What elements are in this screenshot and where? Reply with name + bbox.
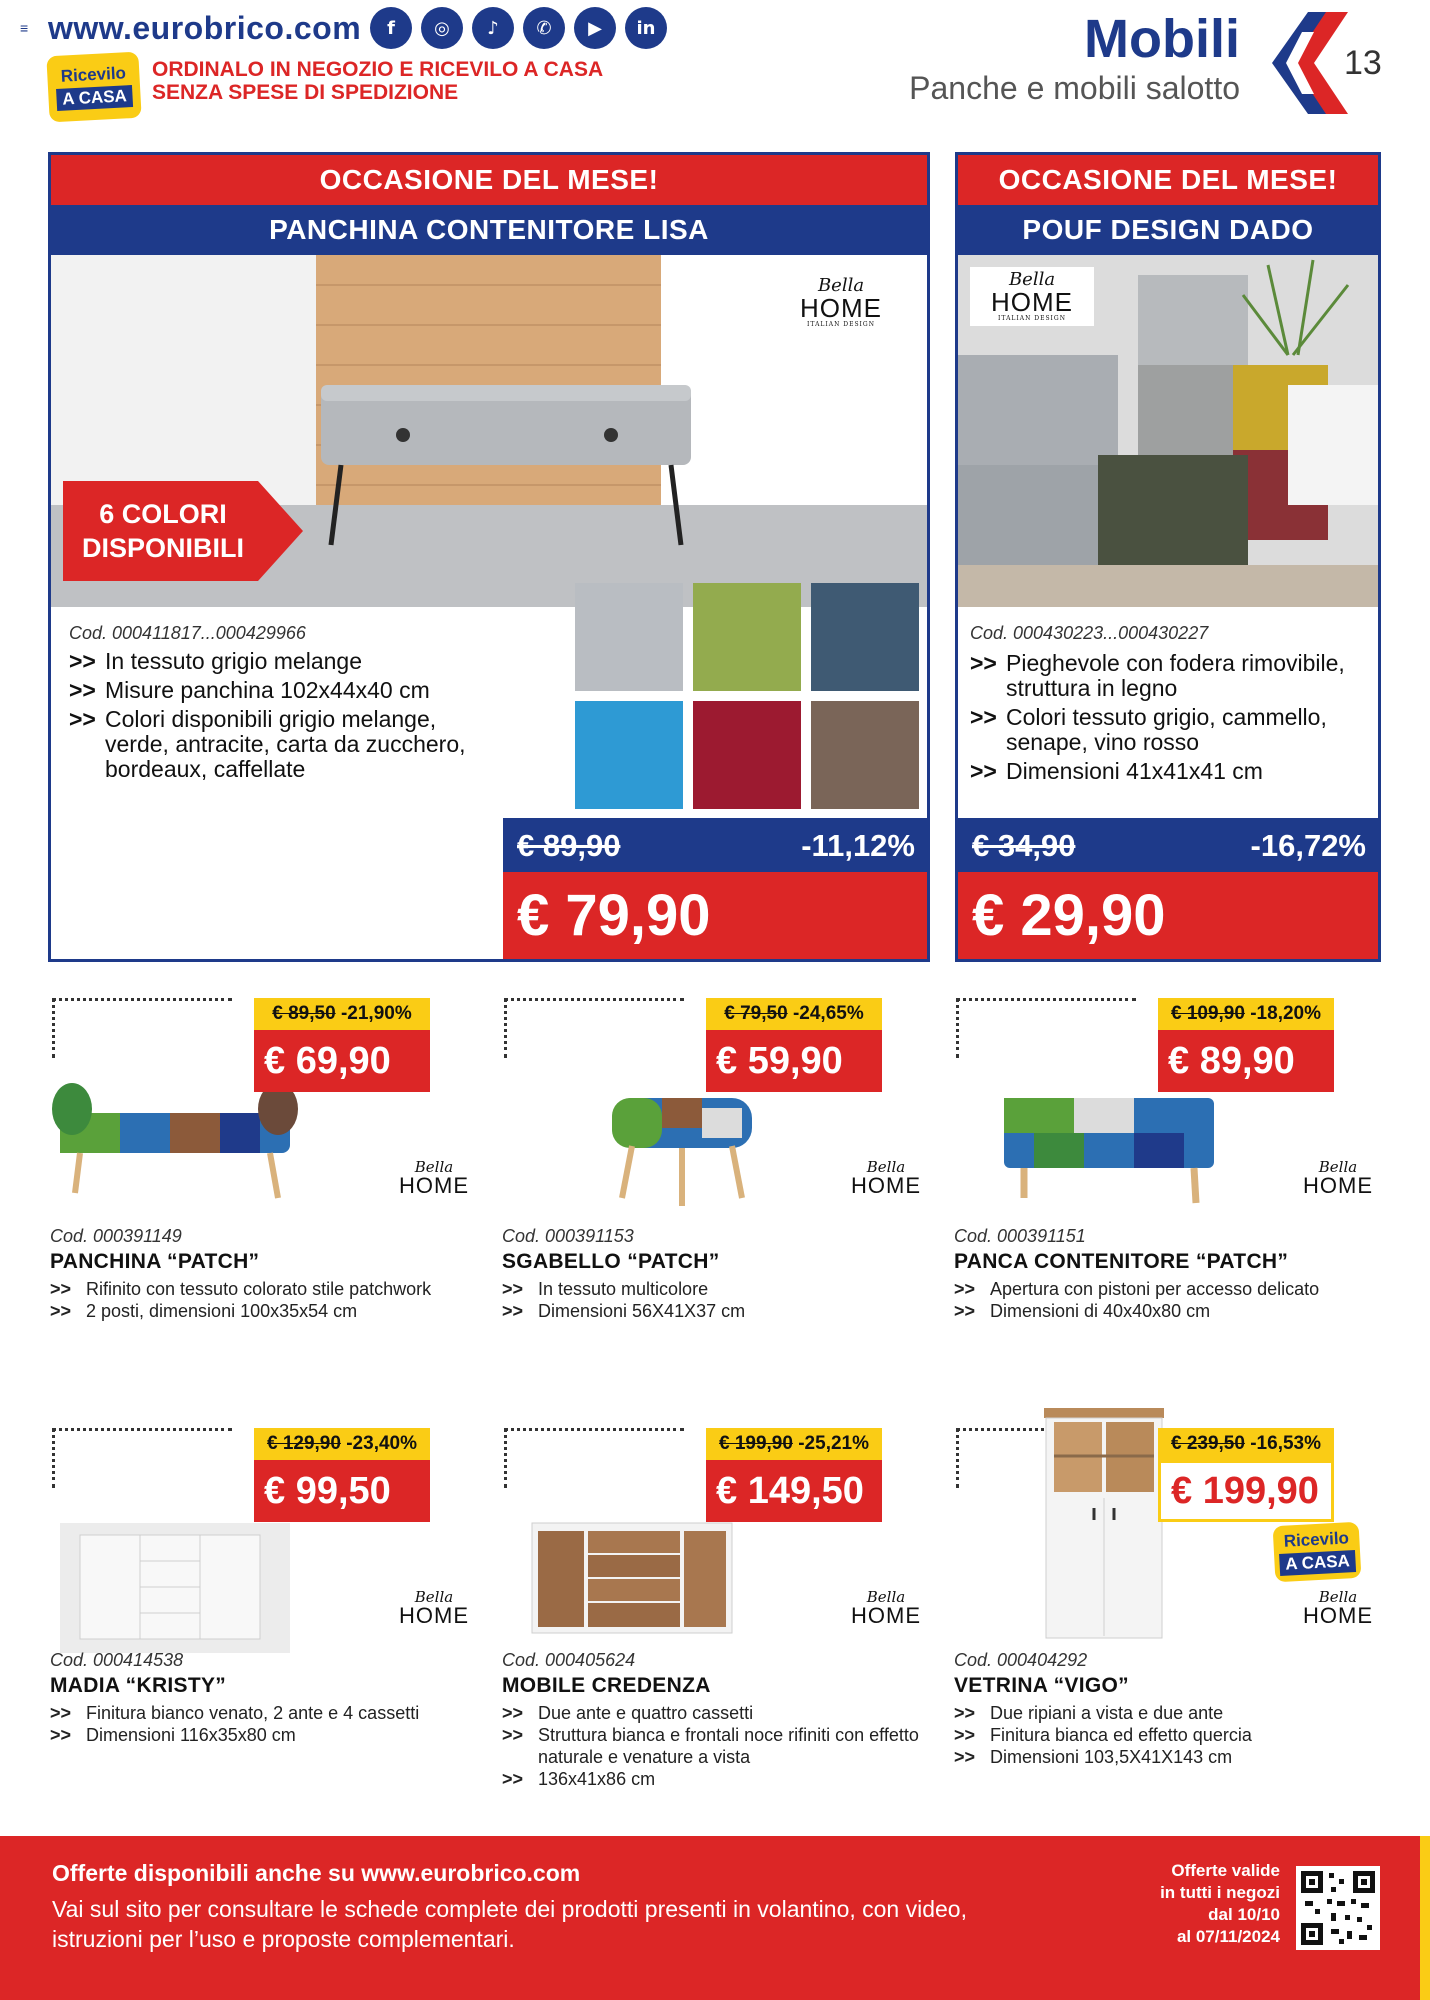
current-price: € 89,90 <box>1158 1030 1334 1092</box>
brand-tagline: ITALIAN DESIGN <box>807 321 875 328</box>
spec-item: >> Pieghevole con fodera rimovibile, struttura in legno <box>970 651 1370 701</box>
delivery-promo-line-2: SENZA SPESE DI SPEDIZIONE <box>152 81 459 104</box>
current-price: € 99,50 <box>254 1460 430 1522</box>
product-code: Cod. 000404292 <box>954 1650 1088 1670</box>
current-price: € 79,90 <box>503 872 927 960</box>
brand-word: HOME <box>1303 1603 1373 1628</box>
bella-home-logo <box>970 267 1094 326</box>
brand-script: Bella <box>414 1588 454 1606</box>
product-name: SGABELLO “PATCH” <box>502 1250 720 1273</box>
category-title: Mobili <box>1084 9 1240 69</box>
old-price-bar <box>503 818 927 872</box>
badge-line-1: Ricevilo <box>60 63 127 86</box>
discount: -18,20% <box>1244 1003 1321 1024</box>
spec-item: >> Apertura con pistoni per accesso delicato <box>954 1278 1384 1300</box>
product-specs <box>50 1278 480 1322</box>
current-price: € 199,90 <box>1158 1460 1334 1522</box>
bella-home-logo <box>1296 1160 1380 1197</box>
product-code: Cod. 000414538 <box>50 1650 184 1670</box>
page-footer <box>0 1836 1430 2000</box>
colors-available-badge <box>53 481 303 581</box>
spec-item: >> Finitura bianca ed effetto quercia <box>954 1724 1384 1746</box>
product-name: MADIA “KRISTY” <box>50 1674 227 1697</box>
product-name: PANCA CONTENITORE “PATCH” <box>954 1250 1289 1273</box>
bella-home-logo <box>781 277 901 328</box>
qr-code-pattern <box>1301 1871 1375 1945</box>
corner-dots <box>504 998 684 1058</box>
bella-home-logo <box>844 1160 928 1197</box>
colors-badge-line-2: DISPONIBILI <box>81 533 245 563</box>
current-price: € 149,50 <box>706 1460 882 1522</box>
product-card[interactable] <box>502 1428 922 1789</box>
site-url[interactable]: www.eurobrico.com <box>48 10 362 46</box>
color-swatch[interactable] <box>575 701 683 809</box>
color-swatch[interactable] <box>811 583 919 691</box>
spec-item: >> Dimensioni 103,5X41X143 cm <box>954 1746 1384 1768</box>
product-name: PANCHINA CONTENITORE LISA <box>51 205 927 255</box>
facebook-icon[interactable]: f <box>370 7 412 49</box>
discount: -11,12% <box>801 828 915 863</box>
brand-word: HOME <box>991 287 1073 317</box>
product-specs <box>954 1278 1384 1322</box>
old-price: € 129,90 <box>266 1433 341 1454</box>
brand-script: Bella <box>866 1588 906 1606</box>
product-code: Cod. 000405624 <box>502 1650 636 1670</box>
product-card[interactable] <box>50 1428 470 1745</box>
colors-badge-line-1: 6 COLORI <box>99 499 227 529</box>
color-swatch[interactable] <box>693 583 801 691</box>
brand-word: HOME <box>800 293 882 323</box>
corner-dots <box>956 998 1136 1058</box>
product-name: PANCHINA “PATCH” <box>50 1250 260 1273</box>
old-price: € 109,90 <box>1170 1003 1245 1024</box>
badge-line-1: Ricevilo <box>1283 1528 1350 1551</box>
delivery-promo <box>152 58 603 104</box>
spec-item: >> Struttura bianca e frontali noce rifiniti con effetto naturale e venature a vista <box>502 1724 932 1768</box>
page-number: 13 <box>1344 44 1382 82</box>
spec-item: >> Rifinito con tessuto colorato stile patchwork <box>50 1278 480 1300</box>
product-specs <box>502 1702 932 1790</box>
color-swatch[interactable] <box>693 701 801 809</box>
brand-script: Bella <box>1318 1158 1358 1176</box>
brand-script: Bella <box>1008 269 1056 290</box>
brand-word: HOME <box>399 1173 469 1198</box>
bella-home-logo <box>1296 1590 1380 1627</box>
current-price: € 69,90 <box>254 1030 430 1092</box>
spec-item: >> Dimensioni 116x35x80 cm <box>50 1724 480 1746</box>
spec-item: >> Due ante e quattro cassetti <box>502 1702 932 1724</box>
spec-item: >> Due ripiani a vista e due ante <box>954 1702 1384 1724</box>
product-specs <box>502 1278 932 1322</box>
spec-item: >> Finitura bianco venato, 2 ante e 4 cassetti <box>50 1702 480 1724</box>
discount: -16,53% <box>1244 1433 1321 1454</box>
discount: -25,21% <box>792 1433 869 1454</box>
spec-item: >> Colori disponibili grigio melange, verde, antracite, carta da zucchero, bordeaux, caffellate <box>69 707 469 782</box>
product-code: Cod. 000391149 <box>50 1226 182 1246</box>
corner-dots <box>52 1428 232 1488</box>
brand-script: Bella <box>817 275 865 296</box>
feature-pouf-dado[interactable] <box>955 152 1381 962</box>
feature-panchina-lisa[interactable] <box>48 152 930 962</box>
whatsapp-icon[interactable]: ✆ <box>523 7 565 49</box>
product-name: VETRINA “VIGO” <box>954 1674 1129 1697</box>
badge-line-2: A CASA <box>56 85 134 111</box>
bella-home-logo <box>392 1590 476 1627</box>
validity-line: in tutti i negozi <box>1160 1883 1280 1902</box>
product-code: Cod. 000411817...000429966 <box>69 623 306 643</box>
double-chevron-icon <box>1262 12 1348 114</box>
color-swatches <box>575 583 915 813</box>
qr-code[interactable] <box>1296 1866 1380 1950</box>
current-price: € 59,90 <box>706 1030 882 1092</box>
bella-home-logo <box>844 1590 928 1627</box>
spec-item: >> 2 posti, dimensioni 100x35x54 cm <box>50 1300 480 1322</box>
old-price: € 34,90 <box>972 828 1076 863</box>
old-price: € 89,90 <box>517 828 621 863</box>
old-price-tag <box>1158 1428 1334 1460</box>
ricevilo-a-casa-badge <box>1273 1522 1362 1582</box>
old-price-tag <box>1158 998 1334 1030</box>
tiktok-icon[interactable]: ♪ <box>472 7 514 49</box>
product-specs <box>954 1702 1384 1768</box>
category-subtitle: Panche e mobili salotto <box>909 70 1240 106</box>
brand-word: HOME <box>1303 1173 1373 1198</box>
footer-description: Vai sul sito per consultare le schede complete dei prodotti presenti in volantino, con video, istruzioni per l’uso e proposte complementari. <box>52 1896 967 1952</box>
brand-script: Bella <box>1318 1588 1358 1606</box>
validity-line: dal 10/10 <box>1208 1905 1280 1924</box>
brand-word: HOME <box>851 1603 921 1628</box>
footer-title[interactable]: Offerte disponibili anche su www.eurobrico.com <box>52 1860 581 1886</box>
spec-item: >> In tessuto multicolore <box>502 1278 932 1300</box>
spec-item: >> In tessuto grigio melange <box>69 649 469 674</box>
bella-home-logo <box>392 1160 476 1197</box>
spec-item: >> Dimensioni 56X41X37 cm <box>502 1300 932 1322</box>
footer-yellow-edge <box>1420 1836 1430 2000</box>
spec-item: >> Colori tessuto grigio, cammello, senape, vino rosso <box>970 705 1370 755</box>
spec-item: >> Dimensioni 41x41x41 cm <box>970 759 1370 784</box>
product-code: Cod. 000391151 <box>954 1226 1086 1246</box>
color-swatch[interactable] <box>575 583 683 691</box>
product-card[interactable] <box>954 998 1374 1321</box>
product-specs <box>50 1702 480 1746</box>
linkedin-icon[interactable]: in <box>625 7 667 49</box>
product-card[interactable] <box>502 998 922 1321</box>
product-name: POUF DESIGN DADO <box>958 205 1378 255</box>
corner-dots <box>504 1428 684 1488</box>
product-photo <box>958 255 1378 607</box>
product-code: Cod. 000430223...000430227 <box>970 623 1209 643</box>
offer-banner: OCCASIONE DEL MESE! <box>51 155 927 205</box>
validity-line: Offerte valide <box>1171 1861 1280 1880</box>
offer-banner: OCCASIONE DEL MESE! <box>958 155 1378 205</box>
old-price: € 199,90 <box>718 1433 793 1454</box>
old-price-tag <box>706 998 882 1030</box>
spec-item: >> Dimensioni di 40x40x80 cm <box>954 1300 1384 1322</box>
validity-line: al 07/11/2024 <box>1176 1927 1280 1946</box>
discount: -21,90% <box>335 1003 412 1024</box>
corner-dots <box>52 998 232 1058</box>
discount: -23,40% <box>340 1433 417 1454</box>
old-price-tag <box>254 1428 430 1460</box>
delivery-promo-line-1: ORDINALO IN NEGOZIO E RICEVILO A CASA <box>152 58 604 81</box>
ricevilo-a-casa-badge <box>46 52 141 123</box>
brand-script: Bella <box>414 1158 454 1176</box>
product-card[interactable] <box>50 998 470 1321</box>
spec-item: >> 136x41x86 cm <box>502 1768 932 1790</box>
brand-tagline: ITALIAN DESIGN <box>998 315 1066 322</box>
product-specs <box>970 651 1370 788</box>
instagram-icon[interactable]: ◎ <box>421 7 463 49</box>
old-price-tag <box>254 998 430 1030</box>
old-price-tag <box>706 1428 882 1460</box>
current-price: € 29,90 <box>958 872 1378 960</box>
youtube-icon[interactable]: ▶ <box>574 7 616 49</box>
color-swatch[interactable] <box>811 701 919 809</box>
badge-line-2: A CASA <box>1279 1550 1357 1576</box>
product-card[interactable] <box>954 1428 1374 1767</box>
brand-script: Bella <box>866 1158 906 1176</box>
page-header <box>0 0 1430 140</box>
brand-word: HOME <box>399 1603 469 1628</box>
product-specs <box>69 649 469 786</box>
brand-word: HOME <box>851 1173 921 1198</box>
old-price-bar <box>958 818 1378 872</box>
offer-validity <box>1120 1860 1280 1948</box>
menu-icon[interactable]: ≡ <box>20 20 29 36</box>
old-price: € 239,50 <box>1170 1433 1245 1454</box>
discount: -16,72% <box>1250 828 1366 863</box>
spec-item: >> Misure panchina 102x44x40 cm <box>69 678 469 703</box>
old-price: € 79,50 <box>724 1003 788 1024</box>
old-price: € 89,50 <box>272 1003 336 1024</box>
product-code: Cod. 000391153 <box>502 1226 634 1246</box>
product-name: MOBILE CREDENZA <box>502 1674 711 1697</box>
social-links <box>370 7 667 49</box>
discount: -24,65% <box>787 1003 864 1024</box>
